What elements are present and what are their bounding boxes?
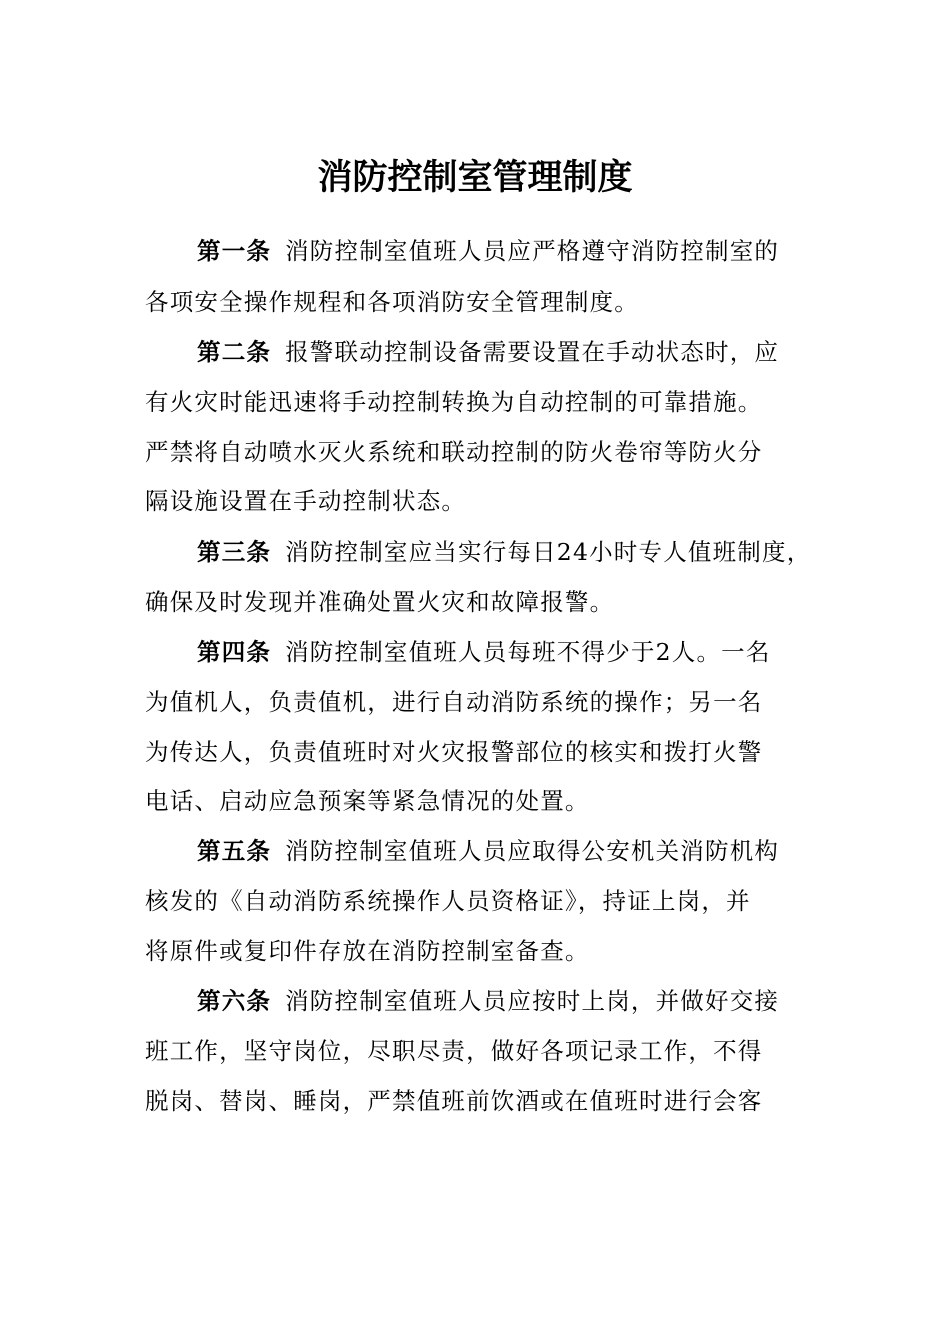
- article-6-line-1: [197, 984, 779, 1018]
- article-2-text-3: 严禁将自动喷水灭火系统和联动控制的防火卷帘等防火分: [145, 438, 763, 466]
- article-1-label: 第一条: [197, 237, 272, 265]
- article-4-text-2: 为值机人，负责值机，进行自动消防系统的操作；另一名: [145, 688, 763, 716]
- article-2-text-1: 报警联动控制设备需要设置在手动状态时，应: [285, 338, 780, 366]
- article-3-text-1: 消防控制室应当实行每日24小时专人值班制度，: [285, 538, 812, 566]
- article-5-text-1: 消防控制室值班人员应取得公安机关消防机构: [285, 837, 780, 865]
- article-4-text-1: 消防控制室值班人员每班不得少于2人。一名: [285, 638, 771, 666]
- article-6-text-1: 消防控制室值班人员应按时上岗，并做好交接: [285, 987, 780, 1015]
- article-5-text-3: 将原件或复印件存放在消防控制室备查。: [145, 937, 590, 965]
- article-3-line-1: [197, 535, 811, 569]
- article-4-line-1: [197, 635, 771, 669]
- article-4-text-3: 为传达人，负责值班时对火灾报警部位的核实和拨打火警: [145, 738, 763, 766]
- article-4-label: 第四条: [197, 638, 272, 666]
- article-5-label: 第五条: [197, 837, 272, 865]
- article-6-label: 第六条: [197, 987, 272, 1015]
- document-title: 消防控制室管理制度: [317, 158, 633, 198]
- article-2-text-4: 隔设施设置在手动控制状态。: [145, 487, 467, 515]
- article-4-text-4: 电话、启动应急预案等紧急情况的处置。: [145, 787, 590, 815]
- article-6-text-3: 脱岗、替岗、睡岗，严禁值班前饮酒或在值班时进行会客: [145, 1087, 763, 1115]
- article-5-line-1: [197, 834, 779, 868]
- article-5-text-2: 核发的《自动消防系统操作人员资格证》，持证上岗，并: [145, 887, 751, 915]
- article-3-label: 第三条: [197, 538, 272, 566]
- article-2-label: 第二条: [197, 338, 272, 366]
- article-1-text-2: 各项安全操作规程和各项消防安全管理制度。: [145, 288, 639, 316]
- article-6-text-2: 班工作，坚守岗位，尽职尽责，做好各项记录工作，不得: [145, 1037, 763, 1065]
- article-1-line-1: [197, 234, 779, 268]
- article-2-line-1: [197, 335, 779, 369]
- article-3-text-2: 确保及时发现并准确处置火灾和故障报警。: [145, 588, 615, 616]
- article-2-text-2: 有火灾时能迅速将手动控制转换为自动控制的可靠措施。: [145, 388, 763, 416]
- article-1-text-1: 消防控制室值班人员应严格遵守消防控制室的: [285, 237, 780, 265]
